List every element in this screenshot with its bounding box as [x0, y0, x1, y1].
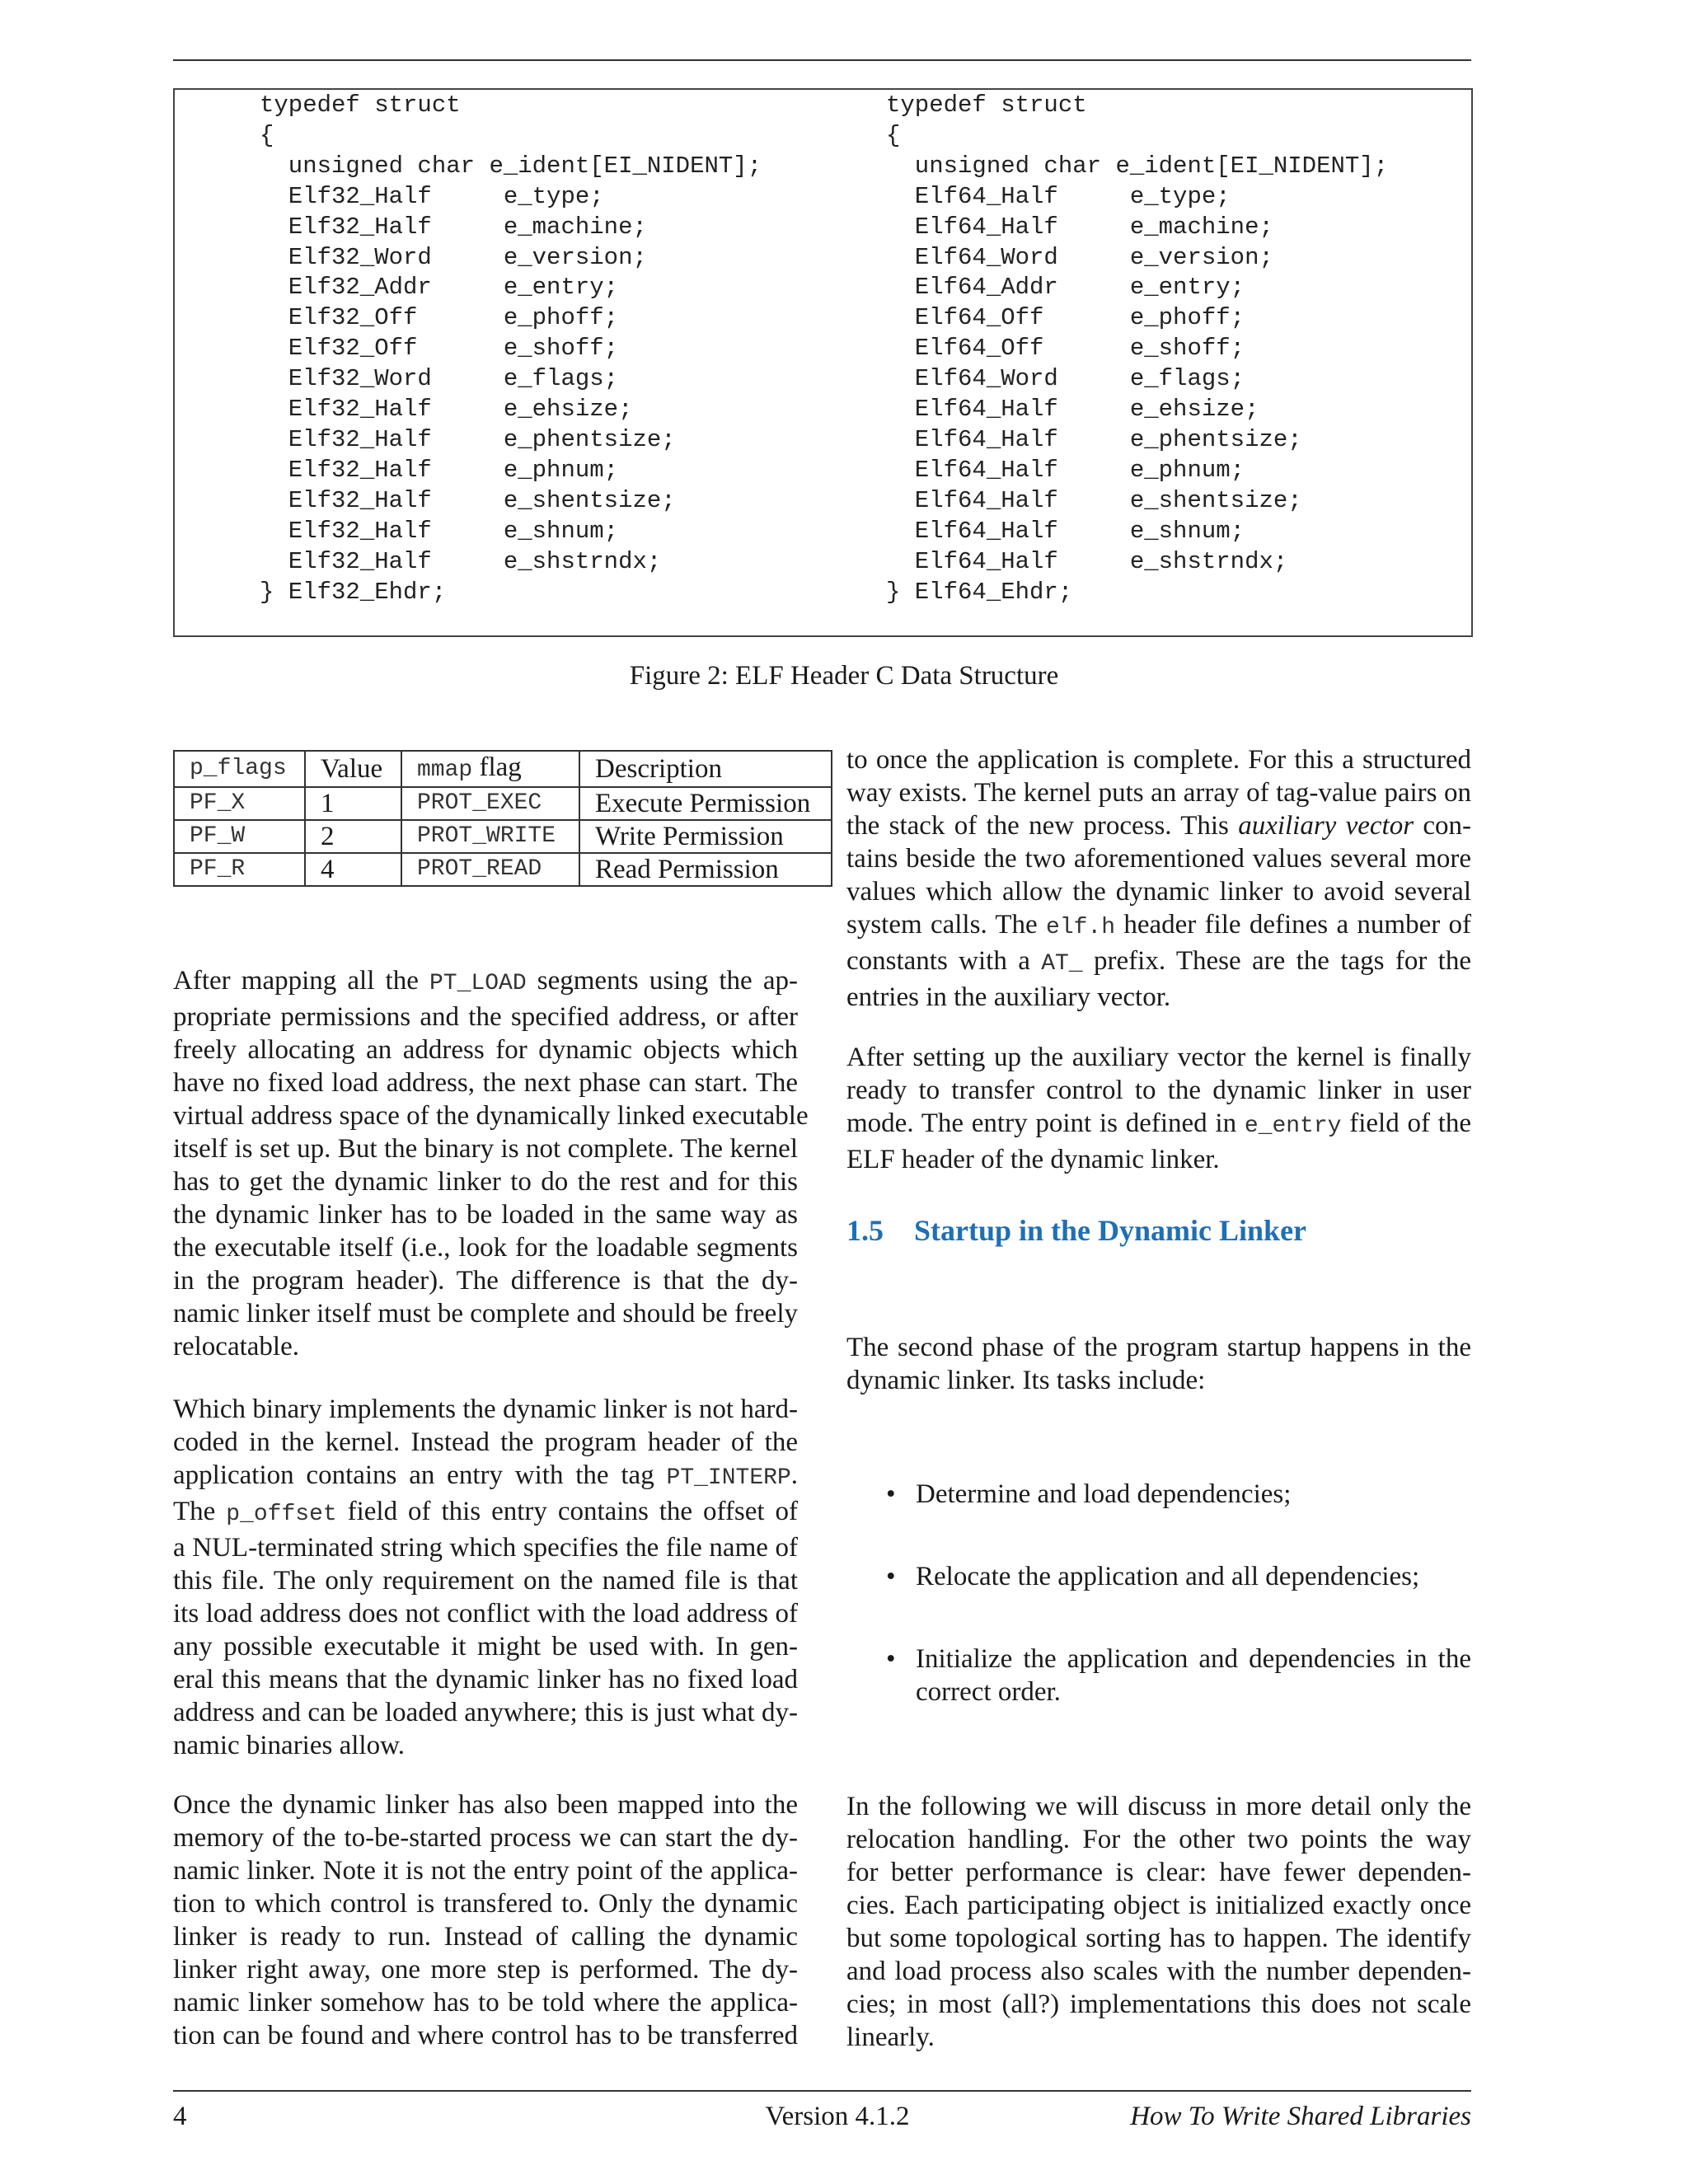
code-line: Elf32_Half e_phentsize; [260, 425, 676, 453]
header-p-flags: p_flags [174, 751, 305, 787]
cell-prot: PROT_READ [401, 853, 579, 886]
text-line: After mapping all the PT_LOAD segments using the ap- [173, 966, 798, 996]
text-line: memory of the to-be-started process we can start the dy- [173, 1823, 798, 1853]
bottom-rule [173, 2090, 1471, 2092]
text-line: entries in the auxiliary vector. [846, 982, 1171, 1012]
list-item-text: Relocate the application and all dependencies; [916, 1562, 1420, 1591]
text-line: freely allocating an address for dynamic objects which [173, 1035, 798, 1065]
code-line: Elf32_Half e_shentsize; [260, 486, 676, 514]
code-line: Elf32_Half e_ehsize; [260, 396, 633, 424]
text-line: propriate permissions and the specified address, or after [173, 1002, 798, 1032]
text-line: any possible executable it might be used with. In gen- [173, 1632, 798, 1661]
code-line: Elf64_Half e_shnum; [886, 517, 1245, 545]
document-title: How To Write Shared Libraries [1130, 2102, 1471, 2131]
paragraph-transfer [846, 1041, 1471, 1176]
text-line: namic linker somehow has to be told where the applica- [173, 1988, 798, 2018]
table-header-row [174, 751, 832, 787]
code-line: } Elf32_Ehdr; [260, 578, 447, 606]
code-line: typedef struct [886, 91, 1087, 119]
text-line: its load address does not conflict with the load address of [173, 1599, 798, 1629]
text-line: linker is ready to run. Instead of calling the dynamic [173, 1922, 798, 1952]
cell-prot: PROT_EXEC [401, 787, 579, 820]
text-line: virtual address space of the dynamically linked executable [173, 1101, 809, 1131]
inline-code: p_offset [226, 1502, 337, 1527]
code-line: Elf32_Half e_phnum; [260, 456, 619, 484]
text-line: the dynamic linker has to be loaded in the same way as [173, 1200, 798, 1230]
text-line: The p_offset field of this entry contains the offset of [173, 1497, 798, 1527]
code-line: Elf64_Half e_phnum; [886, 456, 1245, 484]
text-line: address and can be loaded anywhere; this is just what dy- [173, 1698, 798, 1727]
code-line: Elf32_Word e_flags; [260, 365, 619, 393]
text-line: for better performance is clear: have fewer dependen- [846, 1858, 1471, 1887]
cell-value: 1 [305, 787, 401, 820]
text-line: Which binary implements the dynamic linker is not hard- [173, 1394, 798, 1424]
text-line: In the following we will discuss in more detail only the [846, 1792, 1471, 1821]
table-row [174, 853, 832, 886]
section-heading [846, 1213, 1306, 1248]
inline-code: PT_LOAD [429, 971, 527, 996]
figure-caption: Figure 2: ELF Header C Data Structure [629, 661, 1059, 691]
bullet-icon: • [886, 1644, 896, 1674]
inline-code: e_entry [1244, 1113, 1342, 1139]
paragraph-once-mapped [173, 1788, 798, 2052]
inline-code: elf.h [1046, 915, 1116, 940]
text-line: relocation handling. For the other two points the way [846, 1825, 1471, 1854]
code-line: Elf64_Half e_phentsize; [886, 425, 1302, 453]
paragraph-relocation [846, 1790, 1471, 2054]
text-line: the stack of the new process. This auxiliary vector con- [846, 811, 1471, 841]
text-line: tains beside the two aforementioned values several more [846, 844, 1471, 874]
code-line: Elf64_Half e_shstrndx; [886, 547, 1288, 575]
text-line: tion to which control is transfered to. Only the dynamic [173, 1889, 798, 1919]
text-line: ELF header of the dynamic linker. [846, 1145, 1220, 1174]
code-line: Elf64_Addr e_entry; [886, 274, 1245, 302]
text-line: values which allow the dynamic linker to avoid several [846, 877, 1471, 907]
text-line: system calls. The elf.h header file defines a number of [846, 910, 1471, 940]
header-mmap-flag [401, 751, 579, 787]
text-line: a NUL-terminated string which specifies the file name of [173, 1533, 798, 1563]
text-line: cies; in most (all?) implementations this does not scale [846, 1990, 1471, 2019]
code-line: { [886, 121, 901, 149]
text-line: The second phase of the program startup happens in the [846, 1333, 1471, 1362]
header-value: Value [305, 751, 401, 787]
text-line: ready to transfer control to the dynamic linker in user [846, 1076, 1471, 1105]
paragraph-second-phase [846, 1331, 1471, 1397]
text-line: in the program header). The difference is that the dy- [173, 1266, 798, 1296]
text-line: coded in the kernel. Instead the program header of the [173, 1427, 798, 1457]
list-item [886, 1643, 1471, 1708]
text-line: tion can be found and where control has to be transferred [173, 2021, 798, 2050]
text-line: has to get the dynamic linker to do the rest and for this [173, 1167, 798, 1197]
text-line: mode. The entry point is defined in e_entry field of the [846, 1108, 1472, 1139]
code-line: Elf64_Half e_shentsize; [886, 486, 1302, 514]
code-line: Elf32_Half e_machine; [260, 213, 647, 241]
cell-desc: Execute Permission [579, 787, 832, 820]
list-item [886, 1560, 1471, 1593]
cell-flag: PF_W [174, 820, 305, 853]
cell-prot: PROT_WRITE [401, 820, 579, 853]
code-line: Elf64_Word e_version; [886, 243, 1273, 271]
table-row [174, 820, 832, 853]
code-line: Elf32_Off e_phoff; [260, 304, 619, 332]
text-line: cies. Each participating object is initialized exactly once [846, 1891, 1471, 1920]
cell-flag: PF_X [174, 787, 305, 820]
text-line: this file. The only requirement on the named file is that [173, 1566, 798, 1596]
text-line: but some topological sorting has to happen. The identify [846, 1924, 1471, 1953]
inline-code: AT_ [1041, 951, 1083, 977]
elf32-code [260, 91, 762, 607]
code-line: Elf64_Off e_shoff; [886, 335, 1245, 363]
text-line: linearly. [846, 2022, 935, 2052]
code-line: Elf32_Half e_shstrndx; [260, 547, 662, 575]
text-line: have no fixed load address, the next phase can start. The [173, 1068, 798, 1098]
code-line: Elf64_Half e_type; [886, 182, 1231, 210]
version-label: Version 4.1.2 [765, 2102, 910, 2131]
cell-desc: Read Permission [579, 853, 832, 886]
code-line: Elf32_Half e_type; [260, 182, 604, 210]
page-number: 4 [173, 2102, 187, 2131]
emphasis: auxiliary vector [1238, 811, 1414, 841]
bullet-icon: • [886, 1479, 896, 1509]
code-line: } Elf64_Ehdr; [886, 578, 1073, 606]
section-number: 1.5 [846, 1214, 884, 1247]
code-line: Elf32_Addr e_entry; [260, 274, 619, 302]
code-line: { [260, 121, 274, 149]
section-title: Startup in the Dynamic Linker [914, 1214, 1307, 1247]
list-item-text: Determine and load dependencies; [916, 1479, 1292, 1509]
list-item [886, 1478, 1471, 1511]
text-line: namic binaries allow. [173, 1731, 406, 1760]
top-rule [173, 59, 1471, 61]
table-row [174, 787, 832, 820]
text-line: namic linker. Note it is not the entry point of the applica- [173, 1856, 798, 1886]
cell-desc: Write Permission [579, 820, 832, 853]
cell-value: 2 [305, 820, 401, 853]
text-line: linker right away, one more step is performed. The dy- [173, 1955, 798, 1985]
code-line: Elf64_Word e_flags; [886, 365, 1245, 393]
text-line: relocatable. [173, 1332, 299, 1361]
text-line: application contains an entry with the tag PT_INTERP. [173, 1460, 798, 1491]
code-line: Elf32_Off e_shoff; [260, 335, 619, 363]
code-line: Elf64_Off e_phoff; [886, 304, 1245, 332]
mmap-code: mmap [417, 757, 473, 783]
flags-table [173, 750, 832, 887]
text-line: to once the application is complete. For this a structured [846, 745, 1471, 775]
text-line: constants with a AT_ prefix. These are the tags for the [846, 946, 1471, 977]
flag-text: flag [472, 752, 522, 782]
code-line: typedef struct [260, 91, 461, 119]
header-description: Description [579, 751, 832, 787]
bullet-icon: • [886, 1562, 896, 1591]
paragraph-mapping [173, 964, 809, 1363]
text-line: dynamic linker. Its tasks include: [846, 1366, 1206, 1395]
code-line: Elf32_Half e_shnum; [260, 517, 619, 545]
code-line: unsigned char e_ident[EI_NIDENT]; [886, 152, 1389, 180]
code-line: Elf32_Word e_version; [260, 243, 647, 271]
cell-flag: PF_R [174, 853, 305, 886]
code-line: Elf64_Half e_machine; [886, 213, 1273, 241]
paragraph-aux-vector [846, 743, 1471, 1014]
list-item-text: Initialize the application and dependencies in the correct order. [916, 1644, 1471, 1707]
text-line: the executable itself (i.e., look for the loadable segments [173, 1233, 798, 1263]
text-line: namic linker itself must be complete and should be freely [173, 1299, 798, 1329]
elf64-code [886, 91, 1388, 607]
code-line: unsigned char e_ident[EI_NIDENT]; [260, 152, 762, 180]
code-line: Elf64_Half e_ehsize; [886, 396, 1259, 424]
text-line: itself is set up. But the binary is not complete. The kernel [173, 1134, 798, 1164]
cell-value: 4 [305, 853, 401, 886]
text-line: eral this means that the dynamic linker has no fixed load [173, 1665, 798, 1694]
text-line: Once the dynamic linker has also been mapped into the [173, 1790, 798, 1820]
paragraph-interp [173, 1393, 798, 1762]
text-line: After setting up the auxiliary vector the kernel is finally [846, 1043, 1471, 1072]
inline-code: PT_INTERP [666, 1465, 791, 1491]
text-line: way exists. The kernel puts an array of tag-value pairs on [846, 778, 1471, 808]
text-line: and load process also scales with the number dependen- [846, 1957, 1471, 1986]
